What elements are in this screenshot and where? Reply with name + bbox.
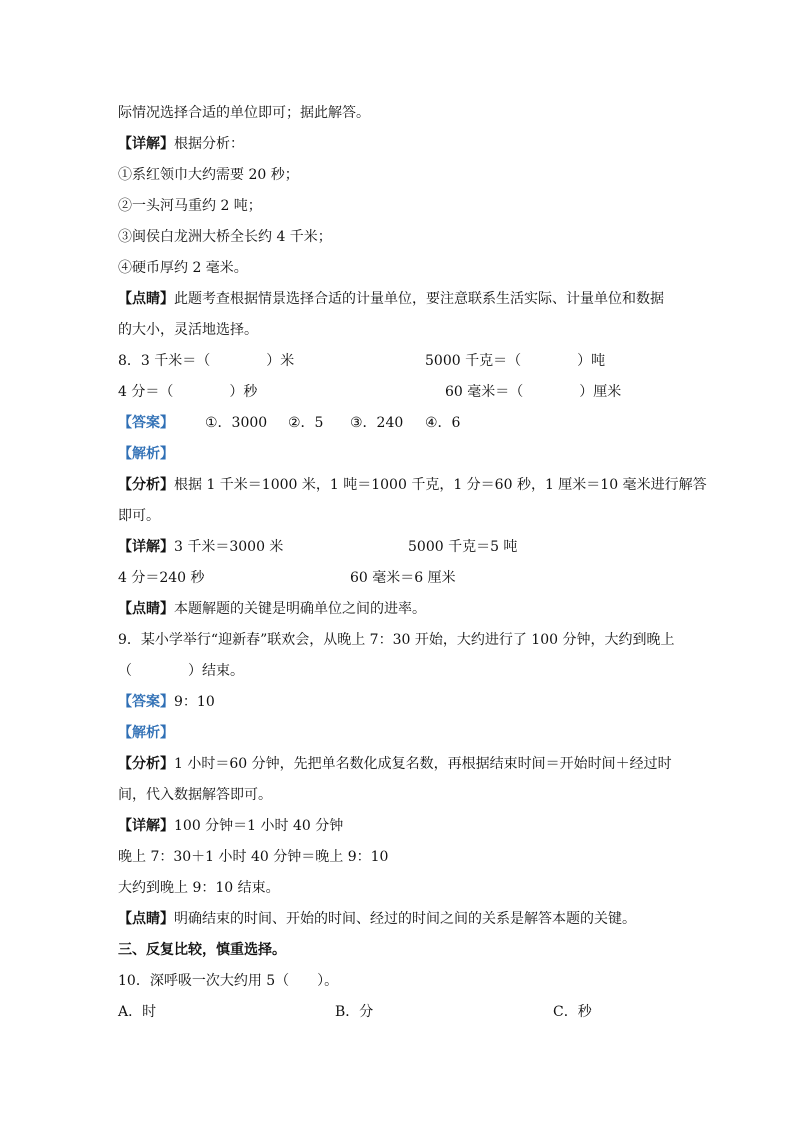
- dianjing-line: [118, 289, 664, 309]
- text-line: 晚上 7：30＋1 小时 40 分钟＝晚上 9：10: [118, 849, 389, 865]
- answer-4: ④．6: [425, 415, 461, 431]
- q8-part-d: 60 毫米＝（ ）厘米: [445, 384, 622, 400]
- answer-1: ①．3000: [205, 415, 268, 431]
- dianjing-text: 明确结束的时间、开始的时间、经过的时间之间的关系是解答本题的关键。: [174, 911, 636, 927]
- answer-tag: 【答案】: [118, 415, 174, 431]
- text-line: ④硬币厚约 2 毫米。: [118, 260, 248, 276]
- answer-3: ③．240: [350, 415, 404, 431]
- dianjing-line: [118, 599, 426, 619]
- dianjing-tag: 【点睛】: [118, 601, 174, 617]
- fenxi-text: 根据 1 千米＝1000 米，1 吨＝1000 千克，1 分＝60 秒，1 厘米＝10 毫米进行解答: [174, 477, 707, 493]
- text-line: 间，代入数据解答即可。: [118, 787, 272, 803]
- fenxi-line: [118, 475, 707, 495]
- detail-tag: 【详解】: [118, 136, 174, 152]
- fenxi-tag: 【分析】: [118, 477, 174, 493]
- xiangjie-d: 60 毫米＝6 厘米: [350, 570, 456, 586]
- q10-option-c: C．秒: [553, 1004, 592, 1020]
- answer-2: ②．5: [288, 415, 324, 431]
- xiangjie-c: 4 分＝240 秒: [118, 570, 205, 586]
- q8-part-a: 8．3 千米＝（ ）米: [118, 353, 295, 369]
- text-line: 大约到晚上 9：10 结束。: [118, 880, 280, 896]
- xiangjie-text: 3 千米＝3000 米: [174, 539, 284, 555]
- answer-text: 9：10: [174, 694, 215, 710]
- dianjing-line: [118, 909, 636, 929]
- fenxi-line: [118, 754, 672, 774]
- text-line: ①系红领巾大约需要 20 秒；: [118, 167, 299, 183]
- q10-question: 10．深呼吸一次大约用 5（ ）。: [118, 973, 339, 989]
- xiangjie-b: 5000 千克＝5 吨: [408, 539, 518, 555]
- detail-line: [118, 134, 244, 154]
- q8-part-c: 4 分＝（ ）秒: [118, 384, 258, 400]
- dianjing-tag: 【点睛】: [118, 911, 174, 927]
- text-line: 即可。: [118, 508, 160, 524]
- q9-question-cont: （ ）结束。: [118, 663, 244, 679]
- xiangjie-line: [118, 816, 343, 836]
- q9-question: 9．某小学举行“迎新春”联欢会，从晚上 7：30 开始，大约进行了 100 分钟，大约到晚上: [118, 632, 675, 648]
- dianjing-text: 本题解题的关键是明确单位之间的进率。: [174, 601, 426, 617]
- q10-option-b: B．分: [335, 1004, 374, 1020]
- text-line: 的大小，灵活地选择。: [118, 322, 258, 338]
- dianjing-text: 此题考查根据情景选择合适的计量单位，要注意联系生活实际、计量单位和数据: [174, 291, 664, 307]
- dianjing-tag: 【点睛】: [118, 291, 174, 307]
- q10-option-a: A．时: [118, 1004, 157, 1020]
- fenxi-tag: 【分析】: [118, 756, 174, 772]
- xiangjie-text: 100 分钟＝1 小时 40 分钟: [174, 818, 344, 834]
- fenxi-text: 1 小时＝60 分钟，先把单名数化成复名数，再根据结束时间＝开始时间＋经过时: [174, 756, 672, 772]
- section-heading: 三、反复比较，慎重选择。: [118, 942, 286, 958]
- answer-line: [118, 692, 215, 712]
- q8-part-b: 5000 千克＝（ ）吨: [425, 353, 606, 369]
- text-line: ③闽侯白龙洲大桥全长约 4 千米；: [118, 229, 332, 245]
- xiangjie-tag: 【详解】: [118, 818, 174, 834]
- text-line: ②一头河马重约 2 吨；: [118, 198, 262, 214]
- xiangjie-line: [118, 537, 283, 557]
- jiexi-tag: 【解析】: [118, 725, 174, 741]
- xiangjie-tag: 【详解】: [118, 539, 174, 555]
- detail-text: 根据分析：: [174, 136, 244, 152]
- jiexi-tag: 【解析】: [118, 446, 174, 462]
- answer-tag: 【答案】: [118, 694, 174, 710]
- text-line: 际情况选择合适的单位即可；据此解答。: [118, 105, 370, 121]
